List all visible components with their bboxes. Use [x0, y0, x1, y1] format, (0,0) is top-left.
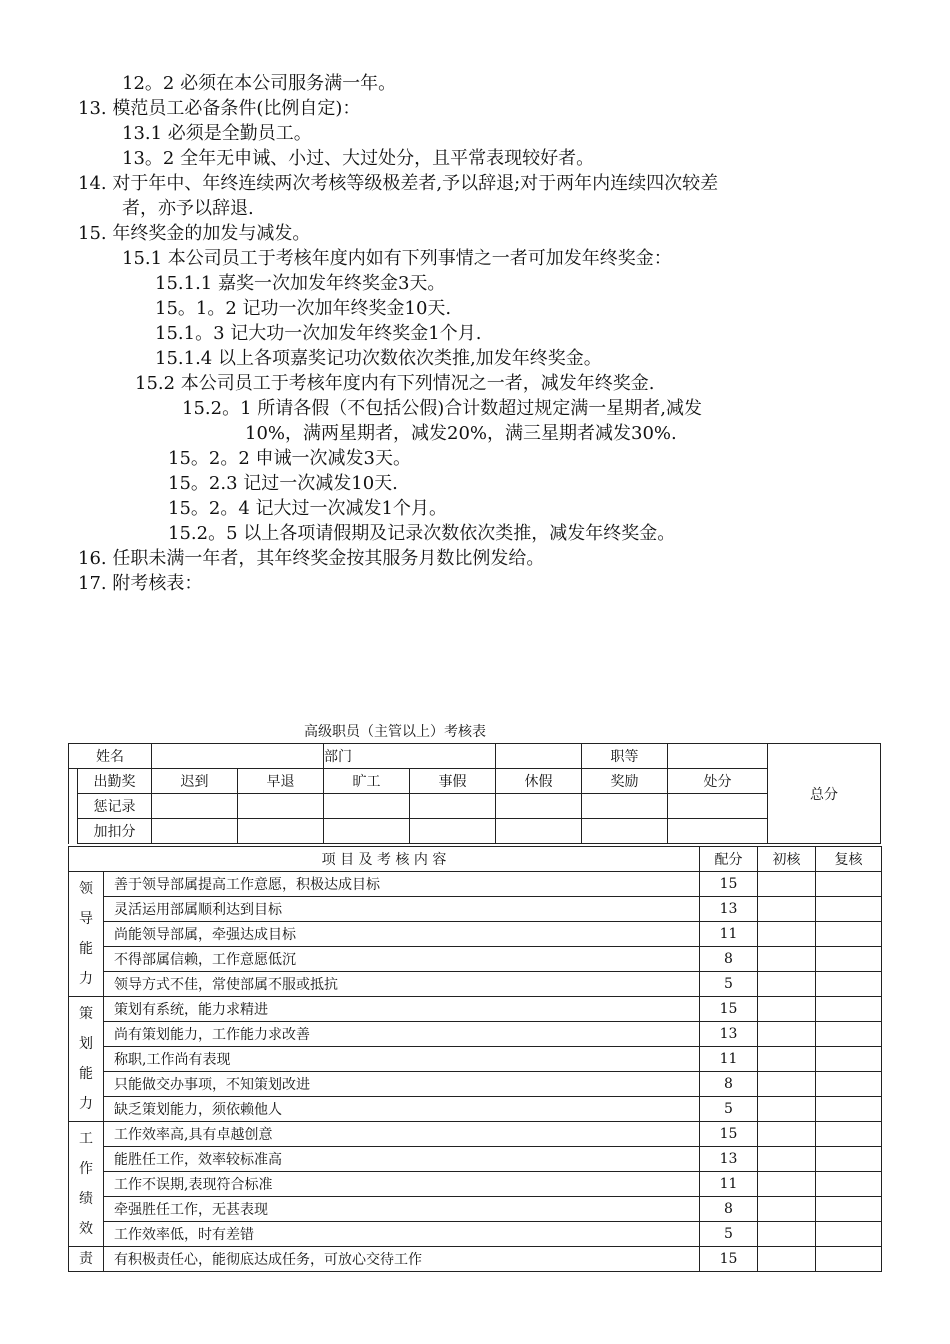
item-score: 13	[700, 897, 758, 922]
att-cell[interactable]	[496, 819, 582, 844]
text-line: 13。2 全年无申诫、小过、大过处分，且平常表现较好者。	[122, 148, 595, 169]
attendance-label: 出勤奖	[78, 769, 152, 794]
text-line: 15.1.1 嘉奖一次加发年终奖金3天。	[155, 273, 446, 294]
first-review-cell[interactable]	[758, 1222, 816, 1247]
first-review-cell[interactable]	[758, 1072, 816, 1097]
item-score: 5	[700, 1097, 758, 1122]
text-line: 14. 对于年中、年终连续两次考核等级极差者,予以辞退;对于两年内连续四次较差	[78, 173, 719, 194]
appraisal-items-table	[68, 846, 882, 1272]
item-text: 称职,工作尚有表现	[104, 1047, 700, 1072]
text-line: 者，亦予以辞退.	[122, 198, 254, 219]
category-leadership	[69, 872, 104, 997]
second-review-cell[interactable]	[816, 1022, 882, 1047]
item-score: 15	[700, 997, 758, 1022]
category-char: 领	[79, 881, 93, 897]
att-col-personal: 事假	[410, 769, 496, 794]
dept-label: 部门	[324, 744, 496, 769]
first-review-cell[interactable]	[758, 1197, 816, 1222]
first-review-cell[interactable]	[758, 1022, 816, 1047]
item-text: 不得部属信赖，工作意愿低沉	[104, 947, 700, 972]
text-line: 15。2。4 记大过一次减发1个月。	[168, 498, 447, 519]
second-review-cell[interactable]	[816, 1097, 882, 1122]
score-header: 配分	[700, 847, 758, 872]
item-score: 13	[700, 1022, 758, 1047]
att-col-late: 迟到	[152, 769, 238, 794]
item-score: 11	[700, 922, 758, 947]
item-score: 15	[700, 872, 758, 897]
text-line: 15.2。1 所请各假（不包括公假)合计数超过规定满一星期者,减发	[182, 398, 702, 419]
text-line: 15.1 本公司员工于考核年度内如有下列事情之一者可加发年终奖金：	[122, 248, 672, 269]
att-cell[interactable]	[410, 794, 496, 819]
name-label: 姓名	[69, 744, 152, 769]
att-cell[interactable]	[324, 819, 410, 844]
text-line: 13.1 必须是全勤员工。	[122, 123, 312, 144]
second-review-cell[interactable]	[816, 1172, 882, 1197]
item-text: 工作效率低，时有差错	[104, 1222, 700, 1247]
category-char: 工	[79, 1131, 93, 1147]
att-col-absent: 旷工	[324, 769, 410, 794]
att-cell[interactable]	[238, 794, 324, 819]
item-score: 5	[700, 972, 758, 997]
item-score: 15	[700, 1122, 758, 1147]
att-cell[interactable]	[582, 794, 668, 819]
att-cell[interactable]	[668, 819, 768, 844]
first-review-cell[interactable]	[758, 1047, 816, 1072]
text-line: 17. 附考核表：	[78, 573, 203, 594]
rank-label: 职等	[582, 744, 668, 769]
first-review-cell[interactable]	[758, 997, 816, 1022]
att-col-vacation: 休假	[496, 769, 582, 794]
text-line: 15.2。5 以上各项请假期及记录次数依次类推，减发年终奖金。	[168, 523, 676, 544]
att-col-penalty: 处分	[668, 769, 768, 794]
first-review-cell[interactable]	[758, 1147, 816, 1172]
first-review-cell[interactable]	[758, 1122, 816, 1147]
item-text: 工作效率高,具有卓越创意	[104, 1122, 700, 1147]
category-performance	[69, 1122, 104, 1247]
category-char: 导	[79, 911, 93, 927]
text-line: 16. 任职未满一年者，其年终奖金按其服务月数比例发给。	[78, 548, 545, 569]
second-review-cell[interactable]	[816, 872, 882, 897]
second-review-cell[interactable]	[816, 897, 882, 922]
att-cell[interactable]	[410, 819, 496, 844]
item-text: 缺乏策划能力，须依赖他人	[104, 1097, 700, 1122]
first-review-cell[interactable]	[758, 922, 816, 947]
first-review-cell[interactable]	[758, 1247, 816, 1272]
second-review-cell[interactable]	[816, 1047, 882, 1072]
att-cell[interactable]	[496, 794, 582, 819]
first-review-cell[interactable]	[758, 947, 816, 972]
item-text: 善于领导部属提高工作意愿，积极达成目标	[104, 872, 700, 897]
att-col-early: 早退	[238, 769, 324, 794]
text-line: 15。2。2 申诫一次减发3天。	[168, 448, 411, 469]
text-line: 15。1。2 记功一次加年终奖金10天.	[155, 298, 452, 319]
item-text: 有积极责任心，能彻底达成任务，可放心交待工作	[104, 1247, 700, 1272]
first-review-cell[interactable]	[758, 872, 816, 897]
attendance-label: 惩记录	[78, 794, 152, 819]
second-review-cell[interactable]	[816, 922, 882, 947]
second-review-cell[interactable]	[816, 1247, 882, 1272]
text-line: 15. 年终奖金的加发与减发。	[78, 223, 311, 244]
category-char: 责	[79, 1251, 93, 1267]
item-score: 11	[700, 1172, 758, 1197]
item-text: 尚有策划能力，工作能力求改善	[104, 1022, 700, 1047]
category-responsibility	[69, 1247, 104, 1272]
first-review-header: 初核	[758, 847, 816, 872]
first-review-cell[interactable]	[758, 1172, 816, 1197]
second-review-cell[interactable]	[816, 972, 882, 997]
item-text: 策划有系统，能力求精进	[104, 997, 700, 1022]
text-line: 15.1.4 以上各项嘉奖记功次数依次类推,加发年终奖金。	[155, 348, 602, 369]
rank-value[interactable]	[668, 744, 768, 769]
second-review-cell[interactable]	[816, 1072, 882, 1097]
category-char: 绩	[79, 1191, 93, 1207]
text-line: 15.1。3 记大功一次加发年终奖金1个月.	[155, 323, 482, 344]
category-char: 能	[79, 941, 93, 957]
att-cell[interactable]	[238, 819, 324, 844]
item-text: 能胜任工作，效率较标准高	[104, 1147, 700, 1172]
appraisal-header-table	[68, 743, 881, 844]
item-score: 11	[700, 1047, 758, 1072]
item-score: 8	[700, 1197, 758, 1222]
first-review-cell[interactable]	[758, 897, 816, 922]
att-cell[interactable]	[152, 794, 238, 819]
category-char: 作	[79, 1161, 93, 1177]
att-col-reward: 奖励	[582, 769, 668, 794]
item-text: 工作不误期,表现符合标准	[104, 1172, 700, 1197]
category-char: 策	[79, 1006, 93, 1022]
second-review-cell[interactable]	[816, 947, 882, 972]
att-cell[interactable]	[324, 794, 410, 819]
indent-spacer	[69, 769, 78, 844]
second-review-cell[interactable]	[816, 1197, 882, 1222]
text-line: 10%，满两星期者，减发20%，满三星期者减发30%.	[245, 423, 677, 444]
att-cell[interactable]	[152, 819, 238, 844]
item-text: 领导方式不佳，常使部属不服或抵抗	[104, 972, 700, 997]
text-line: 12。2 必须在本公司服务满一年。	[122, 73, 397, 94]
text-line: 13. 模范员工必备条件(比例自定)：	[78, 98, 361, 119]
category-char: 划	[79, 1036, 93, 1052]
att-cell[interactable]	[668, 794, 768, 819]
item-score: 15	[700, 1247, 758, 1272]
category-char: 力	[79, 1096, 93, 1112]
second-review-cell[interactable]	[816, 1222, 882, 1247]
dept-value[interactable]	[496, 744, 582, 769]
attendance-label: 加扣分	[78, 819, 152, 844]
table-title: 高级职员（主管以上）考核表	[304, 724, 486, 740]
first-review-cell[interactable]	[758, 1097, 816, 1122]
text-line: 15.2 本公司员工于考核年度内有下列情况之一者，减发年终奖金.	[135, 373, 655, 394]
first-review-cell[interactable]	[758, 972, 816, 997]
items-header: 项 目 及 考 核 内 容	[69, 847, 700, 872]
text-line: 15。2.3 记过一次减发10天.	[168, 473, 398, 494]
name-value[interactable]	[152, 744, 324, 769]
category-char: 力	[79, 971, 93, 987]
total-label: 总分	[768, 744, 881, 844]
category-char: 能	[79, 1066, 93, 1082]
item-score: 8	[700, 1072, 758, 1097]
category-char: 效	[79, 1221, 93, 1237]
item-score: 8	[700, 947, 758, 972]
second-review-cell[interactable]	[816, 1122, 882, 1147]
category-planning	[69, 997, 104, 1122]
second-review-header: 复核	[816, 847, 882, 872]
item-text: 牵强胜任工作，无甚表现	[104, 1197, 700, 1222]
att-cell[interactable]	[582, 819, 668, 844]
item-text: 灵活运用部属顺利达到目标	[104, 897, 700, 922]
item-score: 13	[700, 1147, 758, 1172]
item-text: 只能做交办事项，不知策划改进	[104, 1072, 700, 1097]
second-review-cell[interactable]	[816, 1147, 882, 1172]
item-score: 5	[700, 1222, 758, 1247]
item-text: 尚能领导部属，牵强达成目标	[104, 922, 700, 947]
second-review-cell[interactable]	[816, 997, 882, 1022]
